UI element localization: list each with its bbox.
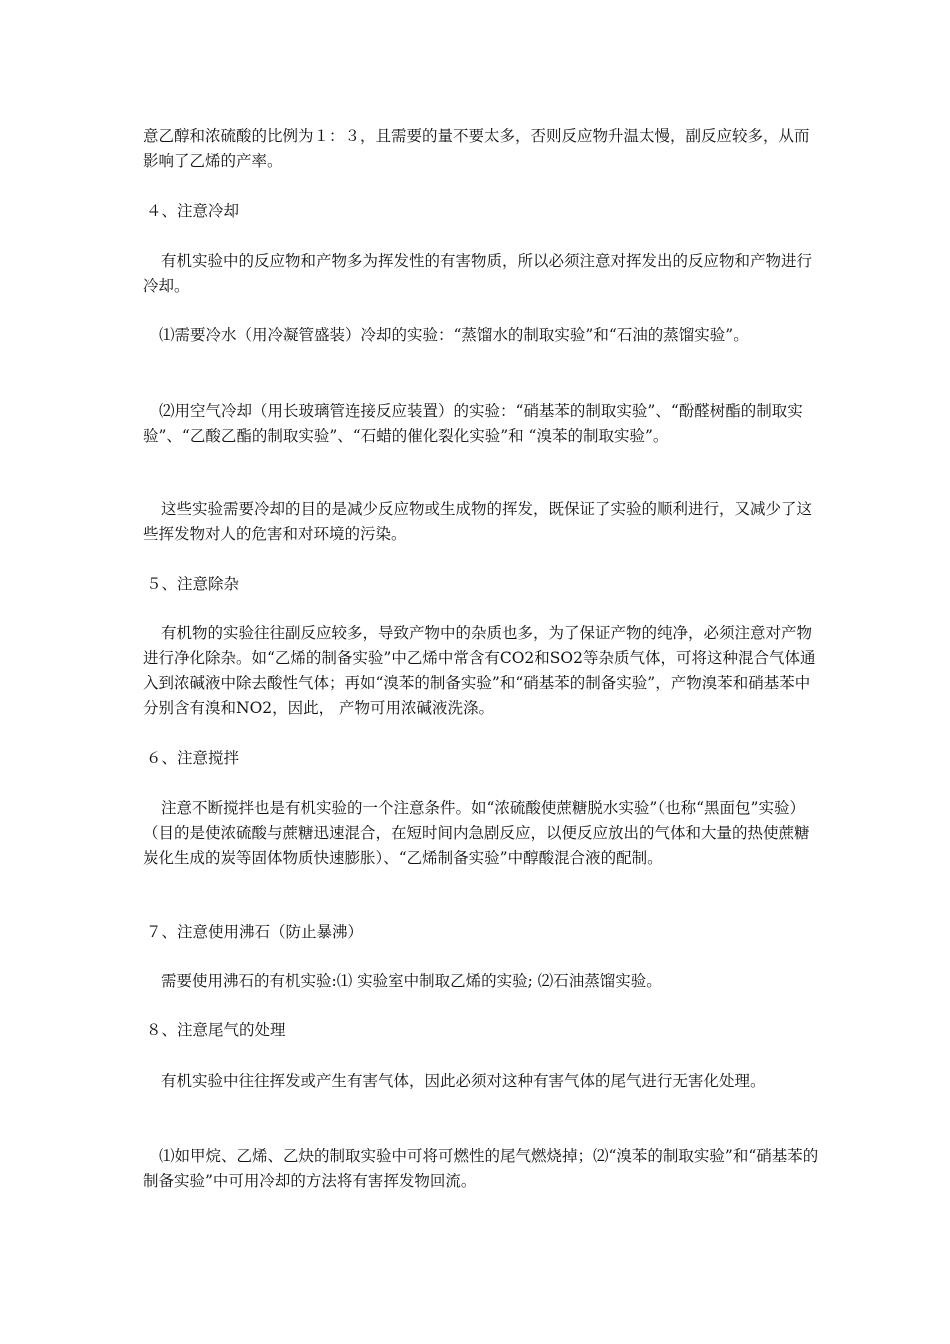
heading-cooling: ４、注意冷却	[146, 202, 240, 220]
heading-impurity-removal: ５、注意除杂	[146, 575, 240, 593]
paragraph-stirring: 注意不断搅拌也是有机实验的一个注意条件。如“浓硫酸使蔗糖脱水实验”（也称“黑面包”实验）（目的是使浓硫酸与蔗糖迅速混合，在短时间内急剧反应，以便反应放出的气体和大量的热使蔗糖炭化生成的炭等固体物质快速膨胀）、“乙烯制备实验”中醇酸混合液的配制。	[143, 799, 810, 867]
heading-stirring: ６、注意搅拌	[146, 749, 240, 767]
heading-exhaust-gas: ８、注意尾气的处理	[146, 1021, 286, 1039]
paragraph-exhaust-methods: ⑴如甲烷、乙烯、乙炔的制取实验中可将可燃性的尾气燃烧掉；⑵“溴苯的制取实验”和“硝基苯的制备实验”中可用冷却的方法将有害挥发物回流。	[143, 1147, 819, 1190]
paragraph-cooling-purpose: 这些实验需要冷却的目的是减少反应物或生成物的挥发，既保证了实验的顺利进行，又减少了这些挥发物对人的危害和对环境的污染。	[143, 500, 813, 543]
paragraph-exhaust-gas: 有机实验中往往挥发或产生有害气体，因此必须对这种有害气体的尾气进行无害化处理。	[161, 1072, 766, 1090]
heading-boiling-stones: ７、注意使用沸石（防止暴沸）	[146, 923, 364, 941]
paragraph-intro-ratio: 意乙醇和浓硫酸的比例为１：３，且需要的量不要太多，否则反应物升温太慢，副反应较多，从而影响了乙烯的产率。	[143, 127, 810, 170]
paragraph-water-cooling: ⑴需要冷水（用冷凝管盛装）冷却的实验：“蒸馏水的制取实验”和“石油的蒸馏实验”。	[159, 326, 749, 344]
paragraph-cooling-intro: 有机实验中的反应物和产物多为挥发性的有害物质，所以必须注意对挥发出的反应物和产物进行冷却。	[143, 252, 813, 295]
paragraph-boiling-stones: 需要使用沸石的有机实验:⑴ 实验室中制取乙烯的实验; ⑵石油蒸馏实验。	[161, 972, 662, 990]
paragraph-air-cooling: ⑵用空气冷却（用长玻璃管连接反应装置）的实验：“硝基苯的制取实验”、“酚醛树酯的制取实验”、“乙酸乙酯的制取实验”、“石蜡的催化裂化实验”和 “溴苯的制取实验”。	[143, 402, 803, 445]
paragraph-impurity-removal: 有机物的实验往往副反应较多，导致产物中的杂质也多，为了保证产物的纯净，必须注意对产物进行净化除杂。如“乙烯的制备实验”中乙烯中常含有CO2和SO2等杂质气体，可将这种混合气体通入到浓碱液中除去酸性气体；再如“溴苯的制备实验”和“硝基苯的制备实验”，产物溴苯和硝基苯中分别含有溴和NO2，因此， 产物可用浓碱液洗涤。	[143, 624, 816, 717]
